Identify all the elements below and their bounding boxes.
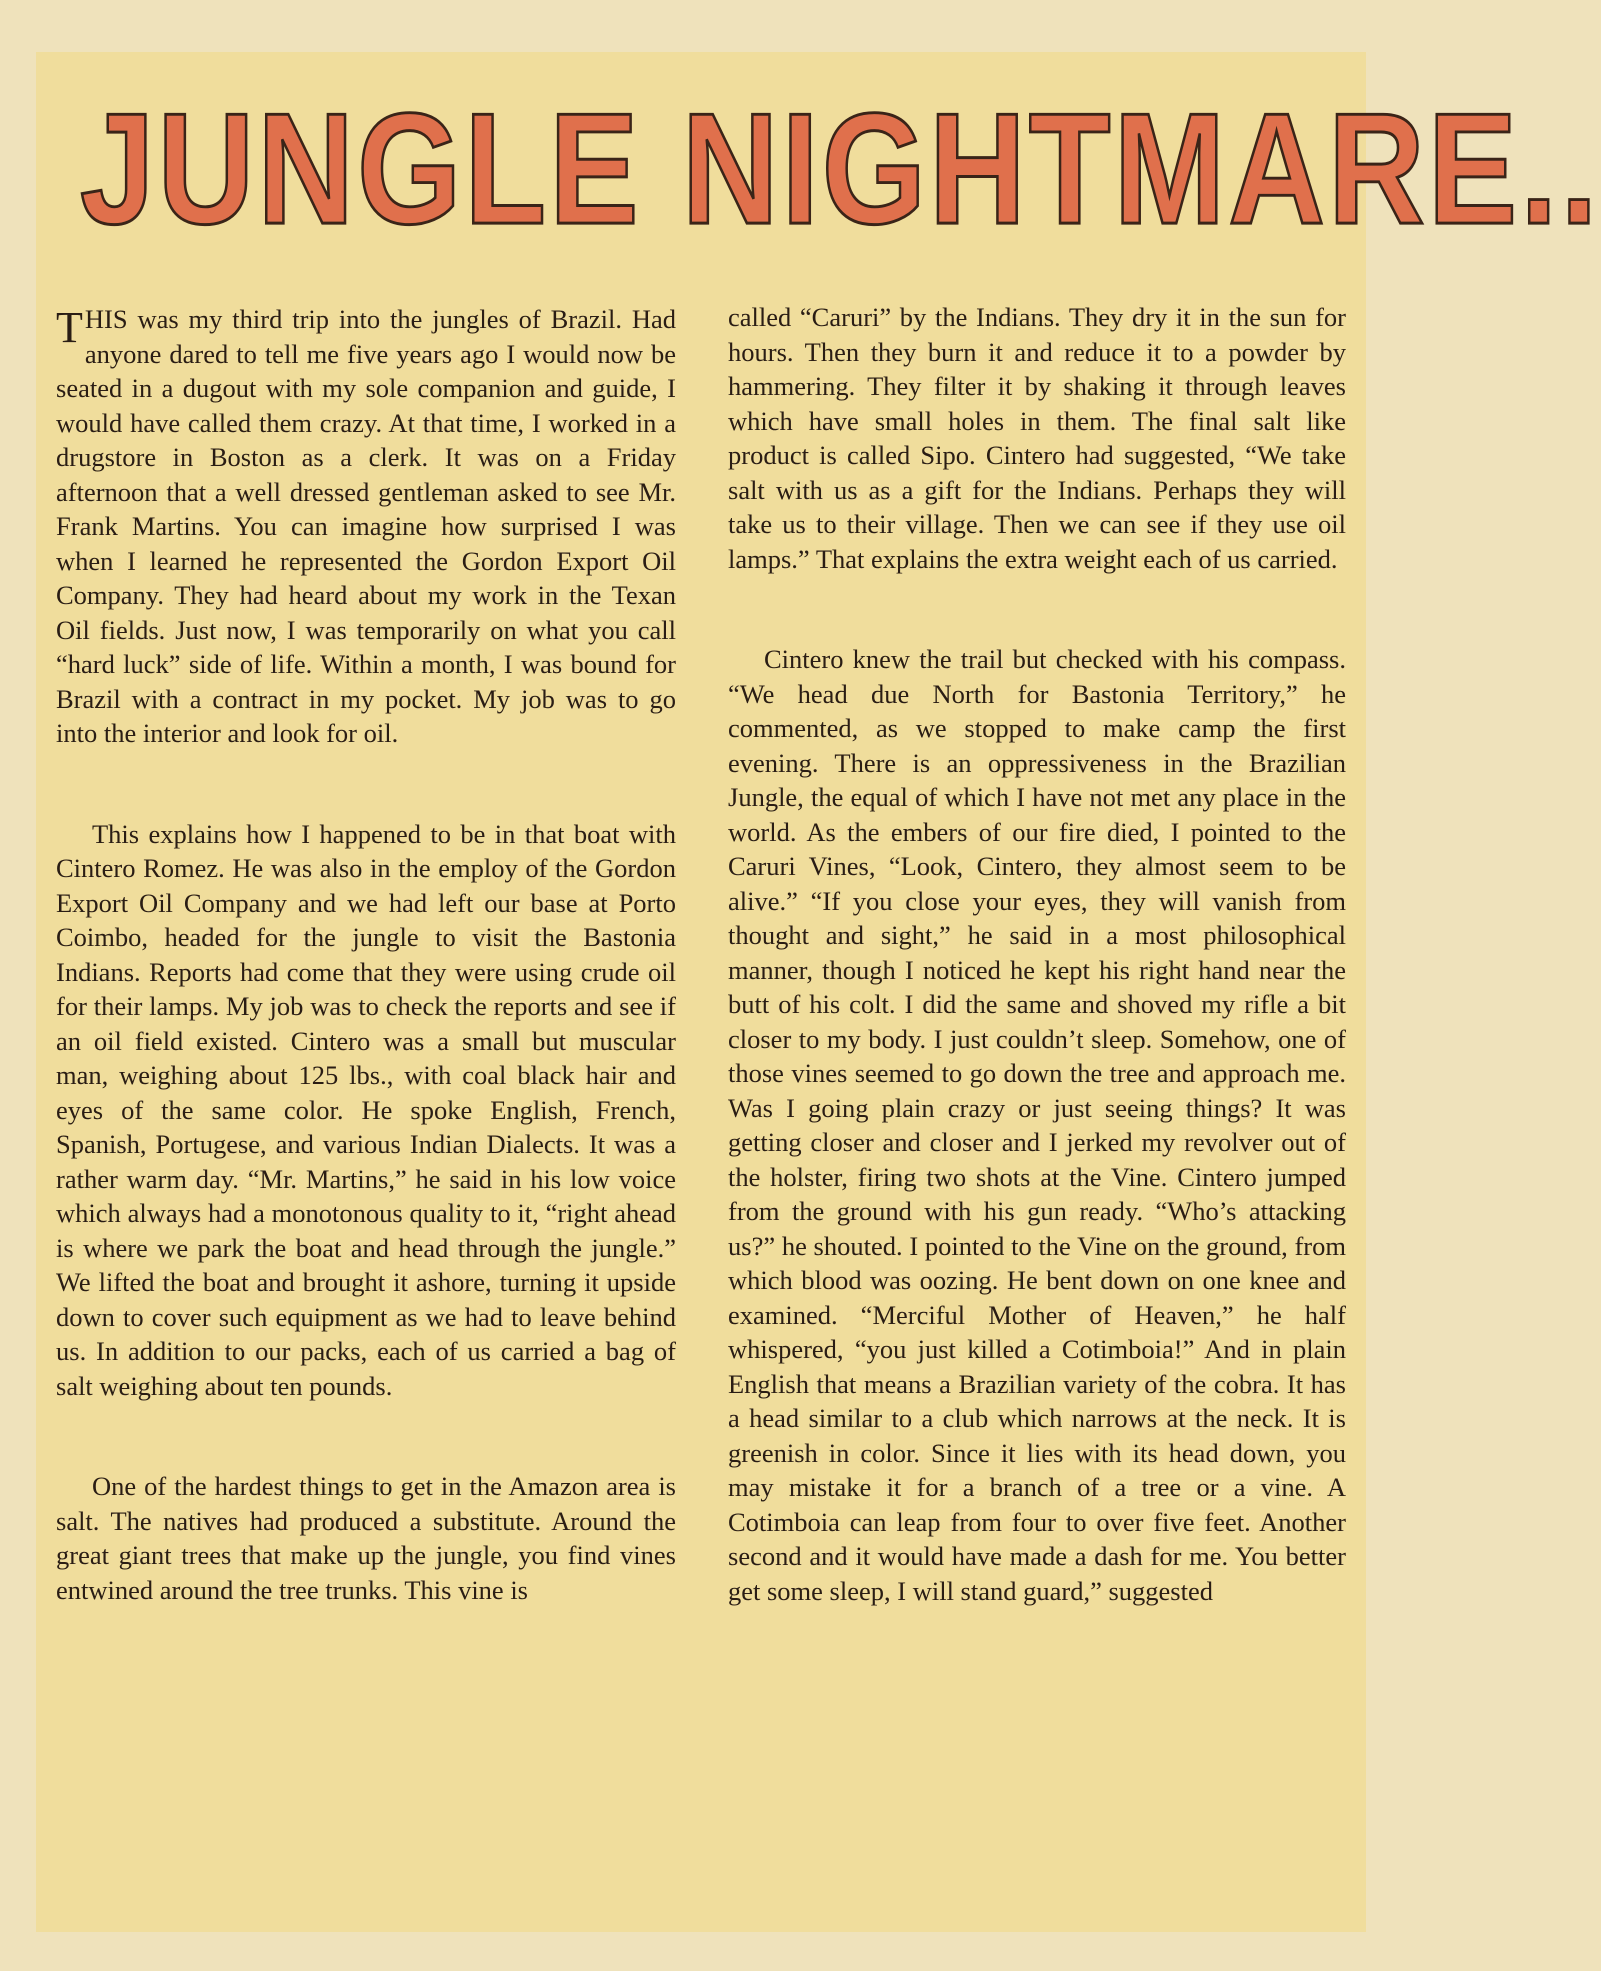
drop-cap: T — [56, 303, 83, 352]
page-sheet — [36, 52, 1601, 1932]
paragraph-1 — [56, 302, 676, 751]
right-column — [728, 300, 1346, 1608]
story-title: JUNGLE NIGHTMARE.. — [80, 81, 1601, 258]
paragraph-1-text: HIS was my third trip into the jungles of Brazil. Had anyone dared to tell me five years ago I would now be seated in a dugout with my sole companion and guide, I would have called them crazy. At that time, I worked in a drugstore in Boston as a clerk. It was on a Friday afternoon that a well dressed gentleman asked to see Mr. Frank Martins. You can imagine how surprised I was when I learned he represented the Gordon Export Oil Company. They had heard about my work in the Texan Oil fields. Just now, I was temporarily on what you call “hard luck” side of life. Within a month, I was bound for Brazil with a contract in my pocket. My job was to go into the interior and look for oil. — [56, 304, 676, 748]
paragraph-2: This explains how I happened to be in that boat with Cintero Romez. He was also in the employ of the Gordon Export Oil Company and we had left our base at Porto Coimbo, headed for the jungle to visit the Bastonia Indians. Reports had come that they were using crude oil for their lamps. My job was to check the reports and see if an oil field existed. Cintero was a small but muscular man, weighing about 125 lbs., with coal black hair and eyes of the same color. He spoke English, French, Spanish, Portugese, and various Indian Dialects. It was a rather warm day. “Mr. Martins,” he said in his low voice which always had a monotonous quality to it, “right ahead is where we park the boat and head through the jungle.” We lifted the boat and brought it ashore, turning it upside down to cover such equipment as we had to leave behind us. In addition to our packs, each of us carried a bag of salt weighing about ten pounds. — [56, 818, 676, 1401]
paragraph-5: Cintero knew the trail but checked with his compass. “We head due North for Bastonia Territory,” he commented, as we stopped to make camp the first evening. There is an oppressiveness in the Brazilian Jungle, the equal of which I have not met any place in the world. As the embers of our fire died, I pointed to the Caruri Vines, “Look, Cintero, they almost seem to be alive.” “If you close your eyes, they will vanish from thought and sight,” he said in a most philosophical manner, though I noticed he kept his right hand near the butt of his colt. I did the same and shoved my rifle a bit closer to my body. I just couldn’t sleep. Somehow, one of those vines seemed to go down the tree and approach me. Was I going plain crazy or just seeing things? It was getting closer and closer and I jerked my revolver out of the holster, firing two shots at the Vine. Cintero jumped from the ground with his gun ready. “Who’s attacking us?” he shouted. I pointed to the Vine on the ground, from which blood was oozing. He bent down on one knee and examined. “Merciful Mother of Heaven,” he half whispered, “you just killed a Cotimboia!” And in plain English that means a Brazilian variety of the cobra. It has a head similar to a club which narrows at the neck. It is greenish in color. Since it lies with its head down, you may mistake it for a branch of a tree or a vine. A Cotimboia can leap from four to over five feet. Another second and it would have made a dash for me. You better get some sleep, I will stand guard,” suggested — [728, 644, 1346, 1606]
paragraph-3: One of the hardest things to get in the Amazon area is salt. The natives had produced a substitute. Around the great giant trees that make up the jungle, you find vines entwined around the tree trunks. This vine is — [56, 1471, 676, 1605]
paragraph-4: called “Caruri” by the Indians. They dry it in the sun for hours. Then they burn it and reduce it to a powder by hammering. They filter it by shaking it through leaves which have small holes in them. The final salt like product is called Sipo. Cintero had suggested, “We take salt with us as a gift for the Indians. Perhaps they will take us to their village. Then we can see if they use oil lamps.” That explains the extra weight each of us carried. — [728, 302, 1346, 574]
left-column — [56, 302, 676, 1607]
